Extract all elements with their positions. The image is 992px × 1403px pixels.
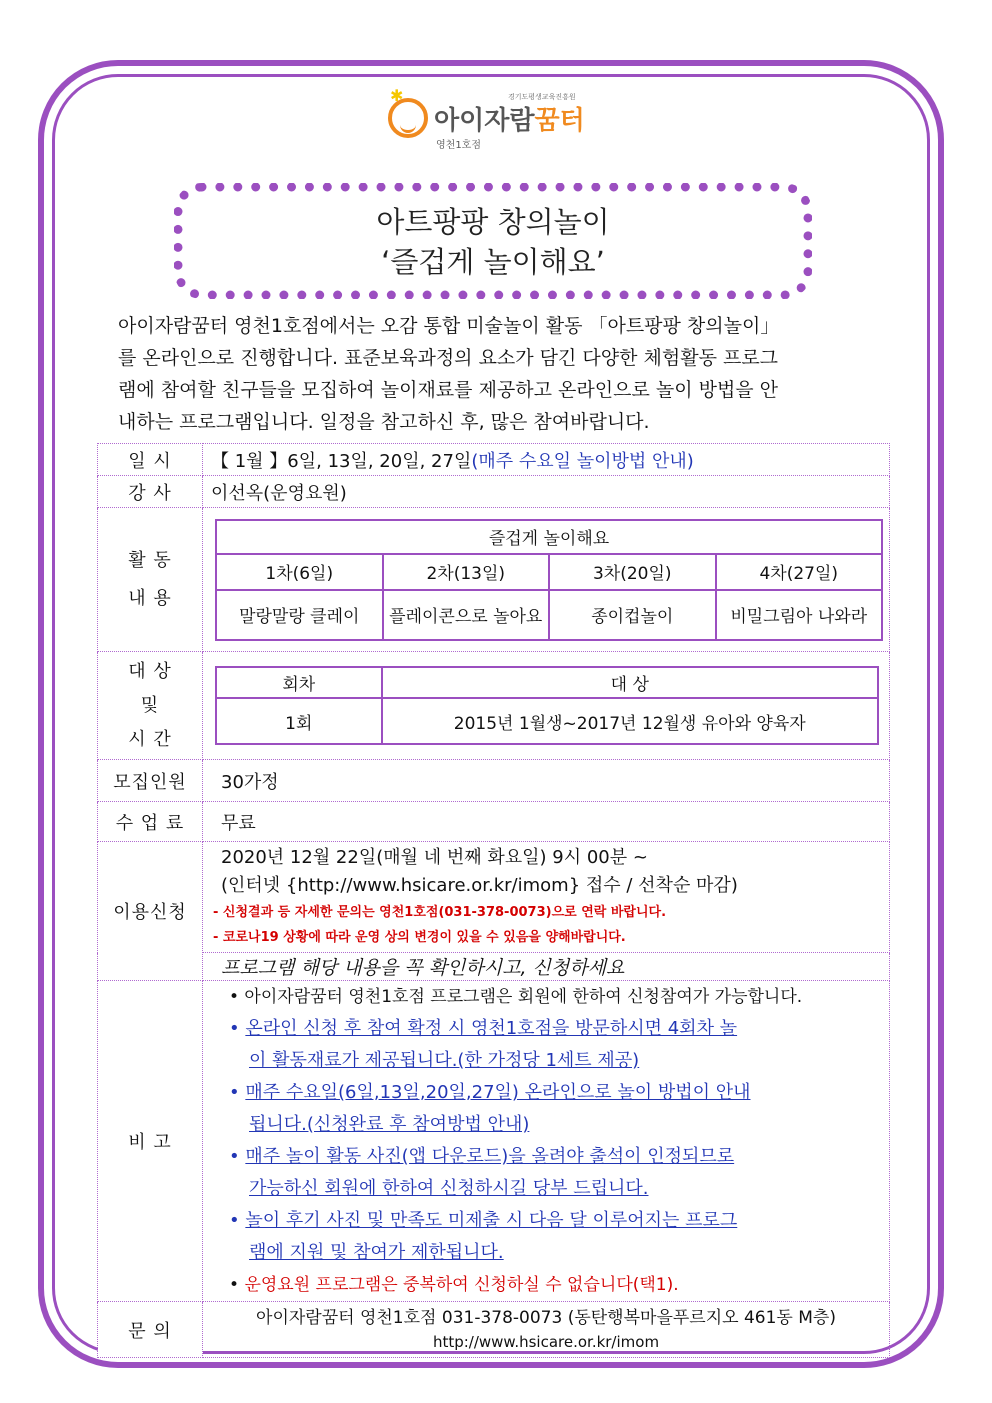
value-date: 【 1월 】6일, 13일, 20일, 27일(매주 수요일 놀이방법 안내) [203, 444, 890, 476]
session-content: 비밀그림아 나와라 [716, 590, 883, 640]
intro-line: 를 온라인으로 진행합니다. 표준보육과정의 요소가 담긴 다양한 체험활동 프로그 [118, 347, 779, 369]
label-target: 대 상 및 시 간 [98, 652, 203, 760]
intro-line: 램에 참여할 친구들을 모집하여 놀이재료를 제공하고 온라인으로 놀이 방법을 안 [118, 379, 779, 401]
row-target [98, 652, 890, 760]
label-contact: 문 의 [98, 1302, 203, 1358]
target-cell [203, 652, 890, 760]
value-teacher: 이선옥(운영요원) [203, 476, 890, 508]
target-round: 1회 [216, 698, 382, 744]
apply-emphasis: 프로그램 해당 내용을 꼭 확인하시고, 신청하세요 [203, 953, 890, 981]
intro-paragraph [118, 310, 872, 438]
date-note: (매주 수요일 놀이방법 안내) [471, 450, 694, 472]
remark-item-cont: 이 활동재료가 제공됩니다.(한 가정당 1세트 제공) [249, 1050, 640, 1071]
remark-item: • 놀이 후기 사진 및 만족도 미제출 시 다음 달 이루어지는 프로그 [229, 1210, 738, 1231]
row-apply [98, 842, 890, 953]
intro-line: 아이자람꿈터 영천1호점에서는 오감 통합 미술놀이 활동 「아트팡팡 창의놀이」 [118, 315, 780, 337]
logo-branch: 영천1호점 [436, 140, 482, 151]
session-round: 3차(20일) [549, 554, 716, 590]
contact-url[interactable]: http://www.hsicare.or.kr/imom [432, 1332, 660, 1351]
remark-item-cont: 됩니다.(신청완료 후 참여방법 안내) [249, 1114, 530, 1135]
label-fee: 수 업 료 [98, 802, 203, 842]
remark-item: • 아이자람꿈터 영천1호점 프로그램은 회원에 한하여 신청참여가 가능합니다. [229, 987, 803, 1007]
label-apply: 이용신청 [98, 842, 203, 981]
info-table [97, 443, 890, 1358]
contact-cell [203, 1302, 890, 1358]
apply-line-1: 2020년 12월 22일(매월 네 번째 화요일) 9시 00분 ~ [221, 847, 648, 868]
title-box [174, 183, 812, 299]
row-teacher [98, 476, 890, 508]
star-icon: ✱ [390, 86, 404, 105]
session-content: 플레이콘으로 놀아요 [383, 590, 550, 640]
logo-text: 아이자람꿈터 [434, 106, 585, 136]
logo [388, 86, 618, 152]
apply-note-2: - 코로나19 상황에 따라 운영 상의 변경이 있을 수 있음을 양해바랍니다. [213, 930, 626, 945]
logo-org: 경기도평생교육진흥원 [508, 93, 576, 101]
target-col-round: 회차 [216, 667, 382, 698]
remark-item: • 매주 놀이 활동 사진(앱 다운로드)을 올려야 출석이 인정되므로 [229, 1146, 735, 1167]
target-col-who: 대 상 [382, 667, 879, 698]
session-content: 말랑말랑 클레이 [216, 590, 383, 640]
remark-item: • 온라인 신청 후 참여 확정 시 영천1호점을 방문하시면 4회차 놀 [229, 1018, 738, 1039]
value-fee: 무료 [203, 802, 890, 842]
row-apply-emph [98, 953, 890, 981]
contact-line-1: 아이자람꿈터 영천1호점 031-378-0073 (동탄행복마을푸르지오 461동 M층) [256, 1307, 836, 1328]
row-activity [98, 508, 890, 652]
activity-table [215, 519, 883, 641]
target-table [215, 666, 879, 745]
label-capacity: 모집인원 [98, 760, 203, 802]
row-date [98, 444, 890, 476]
row-capacity [98, 760, 890, 802]
apply-cell [203, 842, 890, 953]
row-remarks [98, 981, 890, 1302]
activity-cell [203, 508, 890, 652]
row-fee [98, 802, 890, 842]
title-line-2: ‘즐겁게 놀이해요’ [381, 245, 605, 279]
session-round: 1차(6일) [216, 554, 383, 590]
apply-note-1: - 신청결과 등 자세한 문의는 영천1호점(031-378-0073)으로 연락 바랍니다. [213, 905, 667, 920]
session-round: 4차(27일) [716, 554, 883, 590]
session-content: 종이컵놀이 [549, 590, 716, 640]
row-contact [98, 1302, 890, 1358]
value-capacity: 30가정 [203, 760, 890, 802]
remark-item: • 운영요원 프로그램은 중복하여 신청하실 수 없습니다(택1). [229, 1275, 679, 1295]
remark-item-cont: 램에 지원 및 참여가 제한됩니다. [249, 1242, 504, 1263]
smile-face-icon [388, 98, 428, 138]
remark-item: • 매주 수요일(6일,13일,20일,27일) 온라인으로 놀이 방법이 안내 [229, 1082, 751, 1103]
label-teacher: 강 사 [98, 476, 203, 508]
label-date: 일 시 [98, 444, 203, 476]
label-remarks: 비 고 [98, 981, 203, 1302]
remark-item-cont: 가능하신 회원에 한하여 신청하시길 당부 드립니다. [249, 1178, 649, 1199]
label-activity: 활 동 내 용 [98, 508, 203, 652]
intro-line: 내하는 프로그램입니다. 일정을 참고하신 후, 많은 참여바랍니다. [118, 411, 650, 433]
activity-header: 즐겁게 놀이해요 [216, 520, 882, 554]
target-who: 2015년 1월생~2017년 12월생 유아와 양육자 [382, 698, 879, 744]
apply-line-2: (인터넷 {http://www.hsicare.or.kr/imom} 접수 / 선착순 마감) [221, 875, 738, 896]
session-round: 2차(13일) [383, 554, 550, 590]
title-line-1: 아트팡팡 창의놀이 [376, 205, 610, 239]
remarks-cell [203, 981, 890, 1302]
